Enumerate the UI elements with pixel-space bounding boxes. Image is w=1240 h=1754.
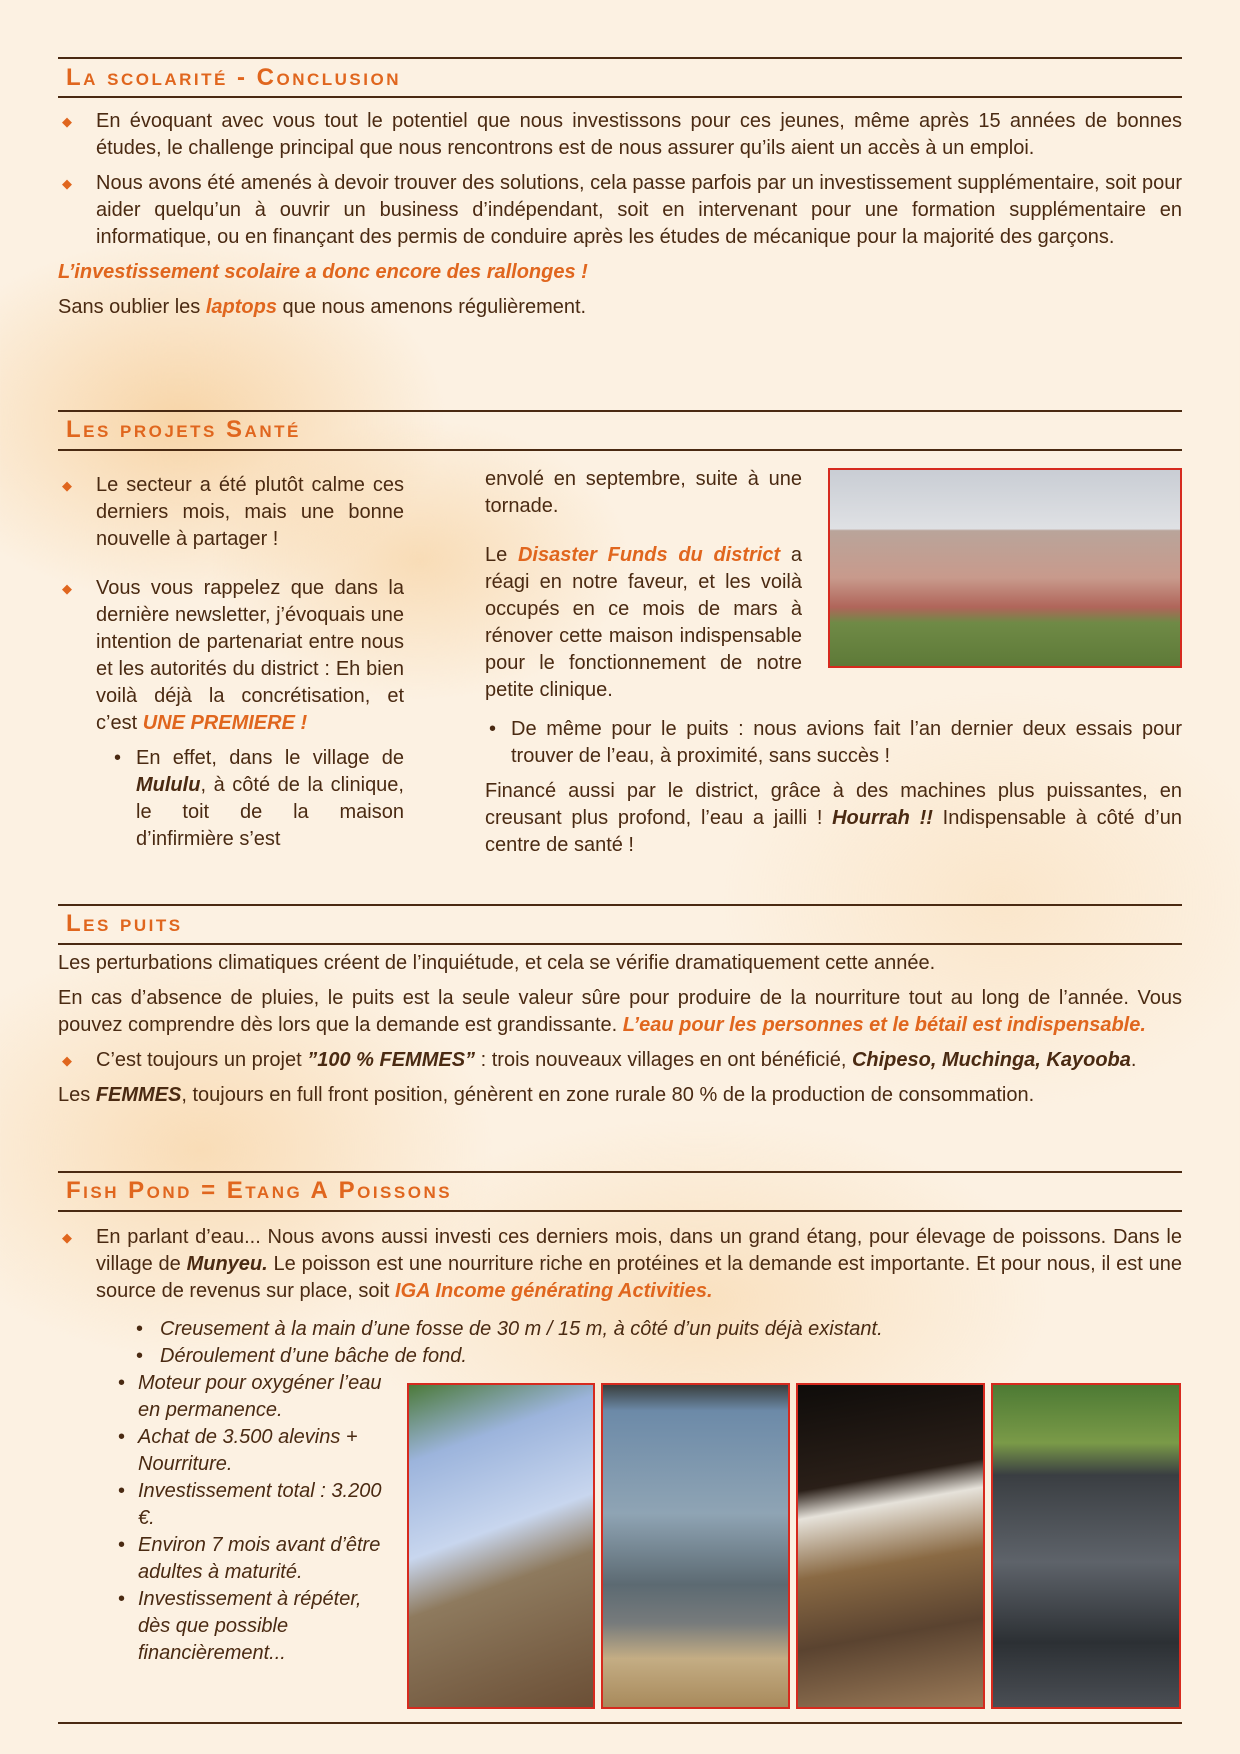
paragraph: [58, 985, 1182, 1039]
people-on-tarp-photo: [991, 1383, 1181, 1709]
paragraph: [485, 778, 1182, 859]
divider: [58, 96, 1182, 98]
text: Nous avons été amenés à devoir trouver des solutions, cela passe parfois par un investissement supplémentaire, soit pour aider quelqu’un à ouvrir un business d’indépendant, soit en intervenant pour une formation supplémentaire en informatique, ou en finançant des permis de conduire après les études de mécanique pour la majorité des garçons.: [96, 172, 1182, 248]
text: En évoquant avec vous tout le potentiel que nous investissons pour ces jeunes, même après 15 années de bonnes études, le challenge principal que nous rencontrons est de nous assurer qu’ils aient un accès à un emploi.: [96, 110, 1182, 159]
paragraph: [58, 575, 404, 737]
sante-right-column: [485, 466, 1182, 867]
list-item: • Environ 7 mois avant d’être adultes à maturité.: [118, 1532, 395, 1586]
text: C’est toujours un projet: [96, 1049, 308, 1071]
divider: [58, 57, 1182, 59]
text: : trois nouveaux villages en ont bénéficié,: [475, 1049, 852, 1071]
divider: [58, 1171, 1182, 1173]
list-item: • Investissement à répéter, dès que possible financièrement...: [118, 1586, 395, 1667]
emphasis-text: Mululu: [136, 774, 201, 796]
divider: [58, 1210, 1182, 1212]
text: Sans oublier les: [58, 296, 206, 318]
emphasis-text: L’investissement scolaire a donc encore des rallonges !: [58, 261, 588, 283]
text: que nous amenons régulièrement.: [277, 296, 587, 318]
list-item: • Moteur pour oxygéner l’eau en permanence.: [118, 1370, 395, 1424]
pond-tarp-photo: [601, 1383, 790, 1709]
text: Indispensable à côté d’un centre de santé !: [485, 807, 1182, 856]
emphasis-text: Hourrah !!: [832, 807, 933, 829]
divider: [58, 943, 1182, 945]
digging-pond-photo: [407, 1383, 595, 1709]
divider: [58, 904, 1182, 906]
emphasis-text: Munyeu.: [186, 1253, 268, 1275]
section-scolarite-body: [58, 108, 1182, 329]
paragraph: [58, 472, 404, 553]
text: En cas d’absence de pluies, le puits est la seule valeur sûre pour produire de la nourriture tout au long de l’année. Vous pouvez comprendre dès lors que la demande est grandissante.: [58, 987, 1182, 1036]
divider: [58, 1722, 1182, 1724]
text: Le poisson est une nourriture riche en protéines et la demande est importante. Et pour nous, il est une source de revenus sur place, soit: [96, 1253, 1182, 1302]
paragraph: [58, 1082, 1182, 1109]
text: , toujours en full front position, génèrent en zone rurale 80 % de la production de consommation.: [181, 1084, 1035, 1106]
paragraph: [58, 170, 1182, 251]
divider: [58, 410, 1182, 412]
text: , à côté de la clinique, le toit de la maison d’infirmière s’est: [136, 774, 404, 850]
section-title-fish-pond: Fish Pond = Etang A Poissons: [66, 1177, 453, 1204]
paragraph: [58, 294, 1182, 321]
paragraph: [58, 950, 1182, 977]
emphasis-text: laptops: [205, 296, 277, 318]
paragraph: [58, 1224, 1182, 1305]
emphasis-text: IGA Income générating Activities.: [395, 1280, 713, 1302]
text: Le secteur a été plutôt calme ces derniers mois, mais une bonne nouvelle à partager !: [96, 474, 404, 550]
text: Le: [485, 544, 518, 566]
text: a réagi en notre faveur, et les voilà occupés en ce mois de mars à rénover cette maison indispensable pour le fonctionnement de notre petite clinique.: [485, 544, 802, 701]
fish-pond-list: [58, 1316, 1240, 1370]
clinic-house-photo: [828, 468, 1182, 668]
text: En effet, dans le village de: [136, 747, 404, 769]
text: envolé en septembre, suite à une tornade.: [485, 468, 802, 517]
paragraph: [58, 259, 1182, 286]
fish-pond-list-continued: [58, 1370, 395, 1667]
text: Financé aussi par le district, grâce à des machines plus puissantes, en creusant plus profond, l’eau a jailli !: [485, 780, 1182, 829]
list-item: • Investissement total : 3.200 €.: [118, 1478, 395, 1532]
fingerlings-bag-photo: [796, 1383, 985, 1709]
section-title-puits: Les puits: [66, 910, 183, 937]
divider: [58, 449, 1182, 451]
section-puits-body: [58, 950, 1182, 1117]
list-item: • Achat de 3.500 alevins + Nourriture.: [118, 1424, 395, 1478]
sante-left-column: [58, 472, 404, 861]
emphasis-text: ”100 % FEMMES”: [307, 1049, 476, 1071]
emphasis-text: UNE PREMIERE !: [142, 712, 308, 734]
section-title-scolarite: La scolarité - Conclusion: [66, 64, 401, 91]
text: Les perturbations climatiques créent de l’inquiétude, et cela se vérifie dramatiquement cette année.: [58, 952, 936, 974]
paragraph: [110, 745, 404, 853]
emphasis-text: Disaster Funds du district: [517, 544, 781, 566]
emphasis-text: L’eau pour les personnes et le bétail est indispensable.: [622, 1014, 1146, 1036]
emphasis-text: Chipeso, Muchinga, Kayooba: [851, 1049, 1131, 1071]
text: De même pour le puits : nous avions fait l’an dernier deux essais pour trouver de l’eau, à proximité, sans succès !: [511, 718, 1182, 767]
emphasis-text: FEMMES: [95, 1084, 182, 1106]
text: .: [1130, 1049, 1137, 1071]
paragraph: [58, 108, 1182, 162]
text: Les: [58, 1084, 96, 1106]
section-fish-pond-body: [58, 1224, 1182, 1313]
section-title-sante: Les projets Santé: [66, 416, 301, 443]
text: En parlant d’eau... Nous avons aussi investi ces derniers mois, dans un grand étang, pour élevage de poissons. Dans le village de: [96, 1226, 1182, 1275]
list-item: • Déroulement d’une bâche de fond.: [136, 1343, 1240, 1370]
text: Vous vous rappelez que dans la dernière newsletter, j’évoquais une intention de partenariat entre nous et les autorités du district : Eh bien voilà déjà la concrétisation, et c’est: [96, 577, 404, 734]
paragraph: [58, 1047, 1182, 1074]
paragraph: [485, 716, 1182, 770]
list-item: • Creusement à la main d’une fosse de 30 m / 15 m, à côté d’un puits déjà existant.: [136, 1316, 1240, 1343]
